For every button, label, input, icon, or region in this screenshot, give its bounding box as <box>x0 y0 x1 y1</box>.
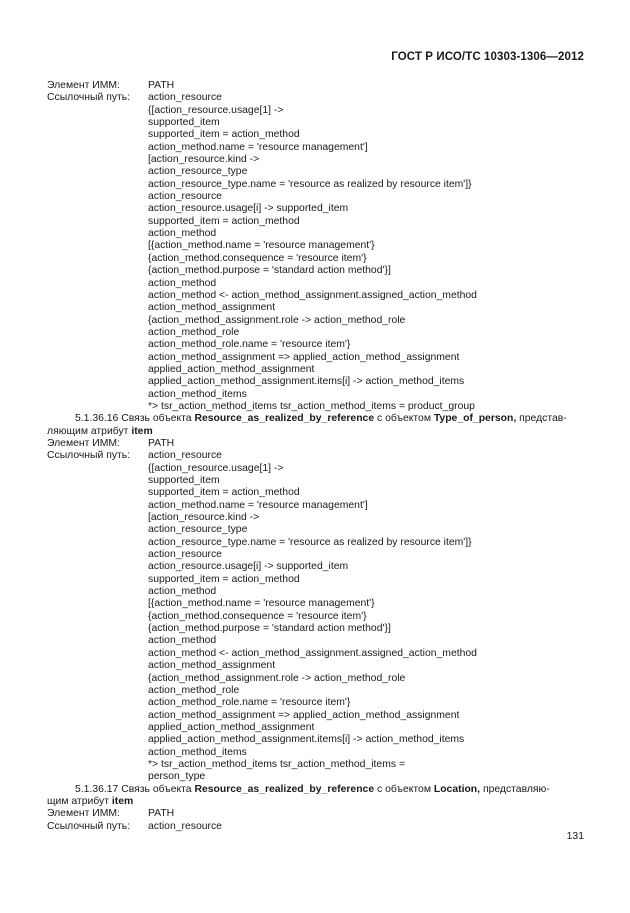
ref-path-block-3 <box>47 821 592 833</box>
element-value: PATH <box>148 437 175 449</box>
ref-path-line <box>47 203 592 215</box>
ref-path-text: action_resource <box>148 549 222 561</box>
ref-path-text: action_resource <box>148 450 222 462</box>
ref-path-line <box>47 290 592 302</box>
ref-path-line <box>47 450 592 462</box>
ref-path-text: action_resource_type.name = 'resource as realized by resource item']} <box>148 536 472 548</box>
ref-path-text: person_type <box>148 771 206 783</box>
ref-path-text: [action_resource.kind -> <box>148 154 260 166</box>
ref-path-text: action_method.name = 'resource management'] <box>148 141 368 153</box>
ref-path-line <box>47 389 592 401</box>
section-17-heading: 5.1.36.17 Связь объекта Resource_as_realized_by_reference с объектом Location, представляю- <box>75 783 550 795</box>
element-label: Элемент ИММ: <box>47 437 120 449</box>
section-17-heading-cont: щим атрибут item <box>47 795 134 807</box>
ref-path-line <box>47 240 592 252</box>
ref-path-text: applied_action_method_assignment.items[i] -> action_method_items <box>148 734 465 746</box>
ref-path-text: supported_item = action_method <box>148 487 300 499</box>
ref-path-text: [{action_method.name = 'resource management'} <box>148 598 375 610</box>
ref-path-text: supported_item = action_method <box>148 215 300 227</box>
ref-path-text: {action_method_assignment.role -> action_method_role <box>148 314 406 326</box>
element-label: Элемент ИММ: <box>47 80 120 91</box>
ref-path-line <box>47 364 592 376</box>
ref-path-line <box>47 92 592 104</box>
ref-path-line <box>47 154 592 166</box>
ref-path-text: supported_item <box>148 475 220 486</box>
ref-path-line <box>47 512 592 524</box>
ref-path-line <box>47 586 592 598</box>
ref-path-text: action_resource <box>148 191 222 203</box>
ref-path-line <box>47 648 592 660</box>
ref-path-text: {action_method.consequence = 'resource item'} <box>148 610 367 622</box>
ref-path-block-1 <box>47 92 592 413</box>
ref-path-line <box>47 179 592 191</box>
section-16-heading: 5.1.36.16 Связь объекта Resource_as_realized_by_reference с объектом Type_of_person, представ- <box>75 413 567 425</box>
ref-path-text: action_method.name = 'resource management'] <box>148 499 368 511</box>
ref-path-line <box>47 673 592 685</box>
ref-path-line <box>47 216 592 228</box>
ref-path-line <box>47 500 592 512</box>
ref-path-line <box>47 376 592 388</box>
ref-path-line <box>47 685 592 697</box>
ref-path-text: [action_resource.kind -> <box>148 512 260 524</box>
ref-path-line <box>47 228 592 240</box>
ref-path-line <box>47 105 592 117</box>
attribute-name: item <box>131 425 153 437</box>
ref-path-line <box>47 265 592 277</box>
ref-path-line <box>47 574 592 586</box>
attribute-name: item <box>111 795 134 807</box>
ref-path-line <box>47 315 592 327</box>
ref-path-line <box>47 759 592 771</box>
ref-path-line <box>47 821 592 833</box>
ref-path-text: {action_method.purpose = 'standard action method'}] <box>148 265 391 277</box>
ref-path-text: action_method <box>148 586 217 598</box>
element-label: Элемент ИММ: <box>47 808 120 820</box>
ref-path-text: action_resource <box>148 820 222 832</box>
ref-path-line <box>47 166 592 178</box>
section-number: 5.1.36.17 <box>75 783 119 795</box>
element-row <box>47 438 592 450</box>
document-body <box>47 80 592 833</box>
ref-path-text: supported_item <box>148 117 220 129</box>
ref-path-text: action_resource.usage[i] -> supported_item <box>148 561 349 573</box>
ref-path-text: *> tsr_action_method_items tsr_action_method_items = <box>148 758 406 770</box>
ref-path-text: action_method_assignment => applied_action_method_assignment <box>148 709 460 721</box>
entity-name: Resource_as_realized_by_reference <box>194 413 375 425</box>
ref-path-text: action_resource_type <box>148 166 248 178</box>
ref-path-text: {[action_resource.usage[1] -> <box>148 104 284 116</box>
ref-path-line <box>47 401 592 413</box>
ref-path-text: action_resource_type <box>148 524 248 536</box>
ref-path-line <box>47 660 592 672</box>
ref-path-text: action_method <- action_method_assignment.assigned_action_method <box>148 289 477 301</box>
ref-path-text: *> tsr_action_method_items tsr_action_method_items = product_group <box>148 400 475 412</box>
ref-path-text: action_method_assignment <box>148 302 276 314</box>
ref-path-line <box>47 734 592 746</box>
ref-path-line <box>47 747 592 759</box>
ref-path-block-2 <box>47 450 592 783</box>
ref-path-line <box>47 537 592 549</box>
ref-path-text: [{action_method.name = 'resource management'} <box>148 240 375 252</box>
ref-path-text: action_method <box>148 277 217 289</box>
ref-path-line <box>47 327 592 339</box>
ref-path-text: action_method <box>148 228 217 240</box>
ref-path-label: Ссылочный путь: <box>47 820 131 832</box>
ref-path-line <box>47 697 592 709</box>
ref-path-text: action_method_role.name = 'resource item'} <box>148 339 351 351</box>
ref-path-text: action_resource <box>148 92 222 104</box>
ref-path-text: supported_item = action_method <box>148 573 300 585</box>
section-16-heading-cont: ляющим атрибут item <box>47 425 153 437</box>
ref-path-line <box>47 561 592 573</box>
element-value: PATH <box>148 808 175 820</box>
ref-path-line <box>47 463 592 475</box>
ref-path-text: action_resource_type.name = 'resource as realized by resource item']} <box>148 178 472 190</box>
target-name: Type_of_person, <box>433 413 517 425</box>
ref-path-text: {action_method.purpose = 'standard action method'}] <box>148 623 391 635</box>
ref-path-line <box>47 635 592 647</box>
ref-path-line <box>47 142 592 154</box>
ref-path-line <box>47 475 592 487</box>
ref-path-text: applied_action_method_assignment <box>148 721 315 733</box>
element-value: PATH <box>148 80 175 91</box>
ref-path-text: {[action_resource.usage[1] -> <box>148 462 284 474</box>
page-number: 131 <box>566 831 584 842</box>
ref-path-line <box>47 524 592 536</box>
ref-path-line <box>47 611 592 623</box>
document-header: ГОСТ Р ИСО/ТС 10303-1306—2012 <box>391 51 584 63</box>
ref-path-text: action_method_role.name = 'resource item'} <box>148 697 351 709</box>
ref-path-line <box>47 487 592 499</box>
ref-path-line <box>47 771 592 783</box>
ref-path-line <box>47 129 592 141</box>
ref-path-line <box>47 191 592 203</box>
entity-name: Resource_as_realized_by_reference <box>194 783 375 795</box>
ref-path-line <box>47 339 592 351</box>
ref-path-text: applied_action_method_assignment <box>148 363 315 375</box>
ref-path-text: action_method_role <box>148 326 240 338</box>
ref-path-line <box>47 117 592 129</box>
ref-path-line <box>47 278 592 290</box>
ref-path-line <box>47 549 592 561</box>
section-number: 5.1.36.16 <box>75 413 119 425</box>
ref-path-text: action_method_assignment <box>148 660 276 672</box>
ref-path-line <box>47 253 592 265</box>
ref-path-line <box>47 710 592 722</box>
ref-path-text: action_method_role <box>148 684 240 696</box>
element-row <box>47 808 592 820</box>
element-row <box>47 80 592 92</box>
ref-path-line <box>47 623 592 635</box>
ref-path-line <box>47 722 592 734</box>
ref-path-text: action_method <- action_method_assignment.assigned_action_method <box>148 647 477 659</box>
ref-path-text: action_method_items <box>148 388 247 400</box>
ref-path-line <box>47 598 592 610</box>
target-name: Location, <box>433 783 481 795</box>
ref-path-label: Ссылочный путь: <box>47 450 131 462</box>
ref-path-text: action_method_assignment => applied_action_method_assignment <box>148 351 460 363</box>
ref-path-line <box>47 302 592 314</box>
ref-path-line <box>47 352 592 364</box>
ref-path-label: Ссылочный путь: <box>47 92 131 104</box>
ref-path-text: action_resource.usage[i] -> supported_item <box>148 203 349 215</box>
ref-path-text: applied_action_method_assignment.items[i] -> action_method_items <box>148 376 465 388</box>
ref-path-text: {action_method_assignment.role -> action_method_role <box>148 672 406 684</box>
ref-path-text: action_method <box>148 635 217 647</box>
ref-path-text: supported_item = action_method <box>148 129 300 141</box>
ref-path-text: action_method_items <box>148 746 247 758</box>
ref-path-text: {action_method.consequence = 'resource item'} <box>148 252 367 264</box>
